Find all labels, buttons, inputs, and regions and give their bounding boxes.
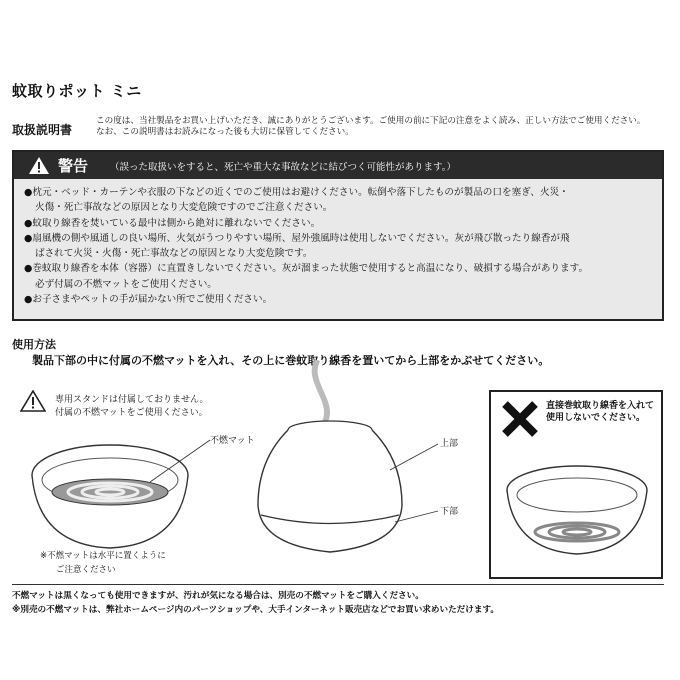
intro-line-2: なお、この説明書はお読みになった後も大切に保管してください。 (96, 127, 354, 137)
bowl-with-mat-illustration (32, 440, 210, 548)
warning-box (12, 150, 664, 321)
product-title: 蚊取りポット ミニ (12, 82, 142, 100)
warning-item: ばされて火災・火傷・死亡事故などの原因となり大変危険です。 (35, 248, 313, 260)
warning-subtitle: （誤った取扱いをすると、死亡や重大な事故などに結びつく可能性があります。） (110, 162, 456, 173)
caution-icon (20, 390, 46, 412)
mat-note-line-2: ご注意ください (56, 565, 116, 575)
top-part-label: 上部 (440, 439, 459, 449)
warning-header (14, 152, 662, 179)
mat-label: 不燃マット (210, 436, 255, 446)
pot-illustration (258, 360, 438, 552)
warning-item: 必ず付属の不燃マットをご使用ください。 (35, 278, 217, 290)
warning-item: ●巻蚊取り線香を本体（容器）に直置きしないでください。灰が溜まった状態で使用すると高温になり、破損する場合があります。 (24, 263, 589, 275)
warning-item: 火傷・死亡事故などの原因となり大変危険ですのでご注意ください。 (35, 202, 333, 214)
usage-title: 使用方法 (12, 338, 56, 351)
warning-item: ●蚊取り線香を焚いている最中は側から絶対に離れないでください。 (24, 217, 321, 229)
footer-line-2: ※別売の不燃マットは、弊社ホームページ内のパーツショップや、大手インターネット販売店などでお買い求めいただけます。 (12, 605, 499, 615)
warning-list (24, 185, 656, 307)
usage-instruction: 製品下部の中に付属の不燃マットを入れ、その上に巻蚊取り線香を置いてから上部をかぶせてください。 (32, 354, 550, 367)
mat-note-line-1: ※不燃マットは水平に置くように (40, 551, 166, 561)
warning-icon (28, 156, 50, 175)
prohibited-x-icon (501, 400, 539, 438)
footer-divider (12, 584, 664, 585)
warning-item: ●枕元・ベッド・カーテンや衣服の下などの近くでのご使用はお避けください。転倒や落下したものが製品の口を塞ぎ、火災・ (24, 187, 569, 198)
stand-note-line-2: 付属の不燃マットをご使用ください。 (55, 408, 208, 418)
no-direct-coil-warning: 直接巻蚊取り線香を入れて使用しないでください。 (546, 401, 655, 423)
footer-line-1: 不燃マットは黒くなっても使用できますが、汚れが気になる場合は、別売の不燃マットをご購入ください。 (12, 591, 424, 601)
prohibition-box (489, 390, 663, 579)
manual-label: 取扱説明書 (12, 123, 73, 137)
bottom-part-label: 下部 (440, 507, 459, 517)
intro-line-1: この度は、当社製品をお買い上げいただき、誠にありがとうございます。ご使用の前に下記の注意をよく読み、正しい方法でご使用ください。 (96, 116, 646, 126)
warning-word: 警告 (58, 157, 89, 175)
stand-note-line-1: 専用スタンドは付属しておりません。 (55, 395, 209, 405)
warning-item: ●扇風機の側や風通しの良い場所、火気がうつりやすい場所、屋外強風時は使用しないでください。灰が飛び散ったり線香が飛 (24, 232, 570, 244)
warning-item: ●お子さまやペットの手が届かない所でご使用ください。 (24, 294, 273, 306)
